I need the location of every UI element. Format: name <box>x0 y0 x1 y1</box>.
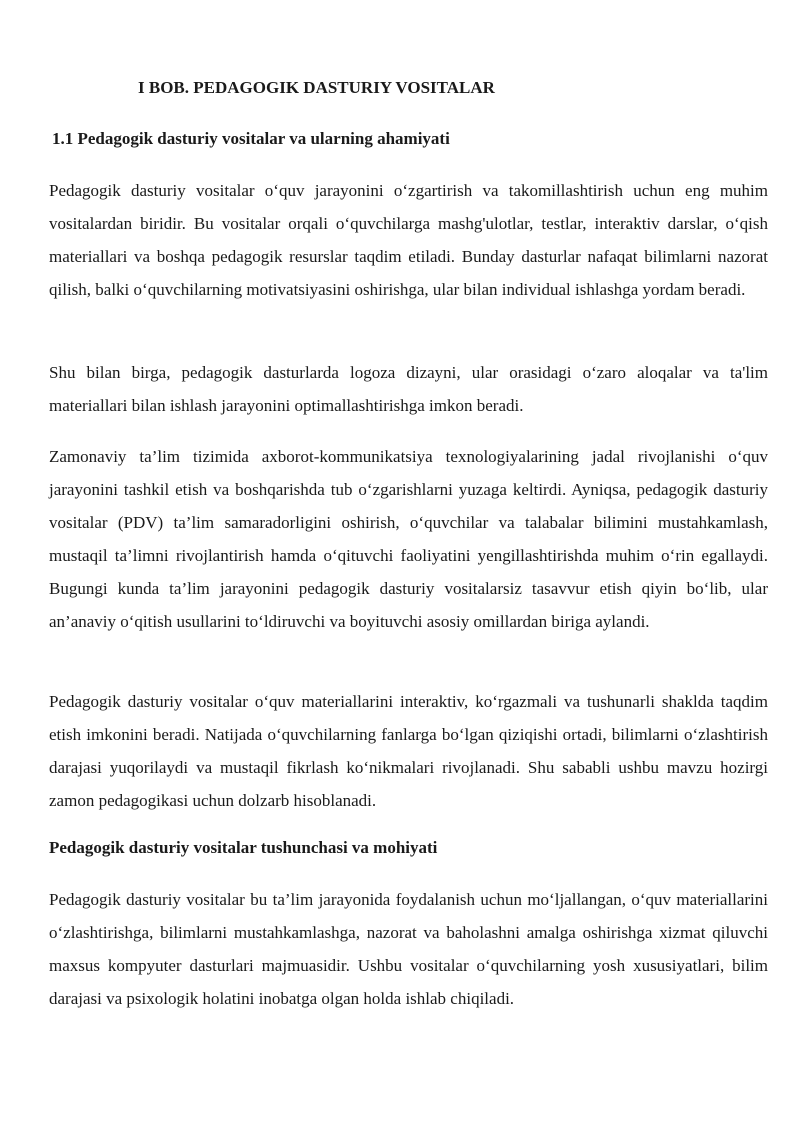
subsection-heading: Pedagogik dasturiy vositalar tushunchasi va mohiyati <box>49 838 438 857</box>
body-paragraph: Zamonaviy ta’lim tizimida axborot-kommunikatsiya texnologiyalarining jadal rivojlanishi o‘quv jarayonini tashkil etish va boshqarishda tub o‘zgarishlarni yuzaga keltirdi. Ayniqsa, pedagogik dasturiy vositalar (PDV) ta’lim samaradorligini oshirish, o‘quvchilar va talabalar bilimini mustahkamlash, mustaqil ta’limni rivojlantirish hamda o‘qituvchi faoliyatini yengillashtirishda muhim o‘rin egallaydi. Bugungi kunda ta’lim jarayonini pedagogik dasturiy vositalarsiz tasavvur etish qiyin bo‘lib, ular an’anaviy o‘qitish usullarini to‘ldiruvchi va boyituvchi asosiy omillardan biriga aylandi. <box>49 447 768 631</box>
body-paragraph: Shu bilan birga, pedagogik dasturlarda logoza dizayni, ular orasidagi o‘zaro aloqalar va ta'lim materiallari bilan ishlash jarayonini optimallashtirishga imkon beradi. <box>49 363 768 415</box>
section-title: 1.1 Pedagogik dasturiy vositalar va ularning ahamiyati <box>52 129 450 148</box>
body-paragraph: Pedagogik dasturiy vositalar o‘quv materiallarini interaktiv, ko‘rgazmali va tushunarli shaklda taqdim etish imkonini beradi. Natijada o‘quvchilarning fanlarga bo‘lgan qiziqishi ortadi, bilimlarni o‘zlashtirish darajasi yuqorilaydi va mustaqil fikrlash ko‘nikmalari rivojlanadi. Shu sababli ushbu mavzu hozirgi zamon pedagogikasi uchun dolzarb hisoblanadi. <box>49 692 768 810</box>
body-paragraph: Pedagogik dasturiy vositalar bu ta’lim jarayonida foydalanish uchun mo‘ljallangan, o‘quv materiallarini o‘zlashtirishga, bilimlarni mustahkamlashga, nazorat va baholashni amalga oshirishga xizmat qiluvchi maxsus kompyuter dasturlari majmuasidir. Ushbu vositalar o‘quvchilarning yosh xususiyatlari, bilim darajasi va psixologik holatini inobatga olgan holda ishlab chiqiladi. <box>49 890 768 1008</box>
body-paragraph: Pedagogik dasturiy vositalar o‘quv jarayonini o‘zgartirish va takomillashtirish uchun eng muhim vositalardan biridir. Bu vositalar orqali o‘quvchilarga mashg'ulotlar, testlar, interaktiv darslar, o‘qish materiallari va boshqa pedagogik resurslar taqdim etiladi. Bunday dasturlar nafaqat bilimlarni nazorat qilish, balki o‘quvchilarning motivatsiyasini oshirishga, ular bilan individual ishlashga yordam beradi. <box>49 181 768 299</box>
chapter-title: I BOB. PEDAGOGIK DASTURIY VOSITALAR <box>138 78 495 97</box>
